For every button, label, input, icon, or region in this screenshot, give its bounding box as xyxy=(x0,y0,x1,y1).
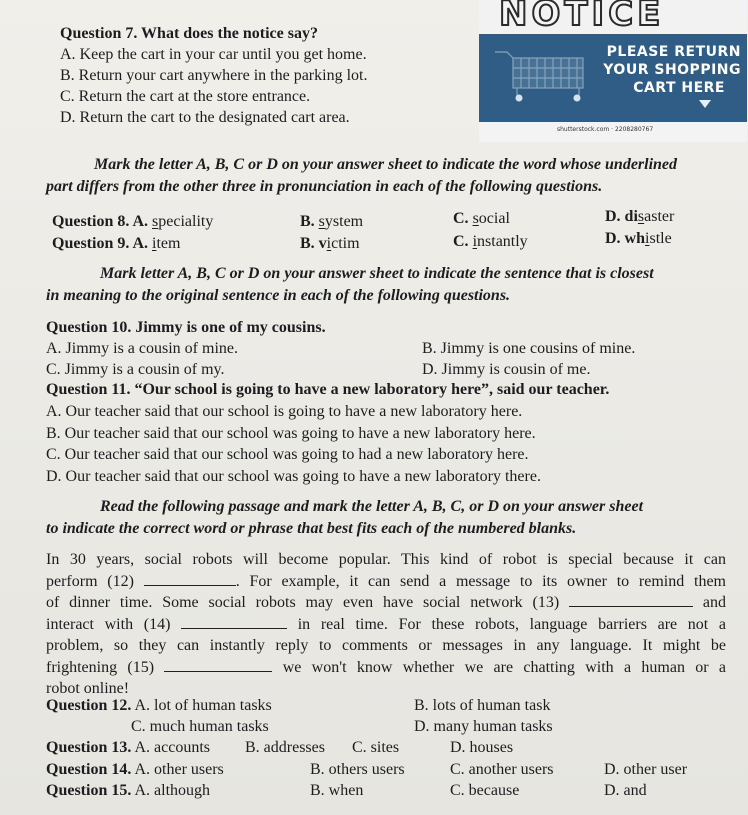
instruction-closest-meaning-line2: in meaning to the original sentence in each of the following questions. xyxy=(46,287,511,304)
q14-option-b: B. others users xyxy=(310,761,405,778)
q9-a-underlined: i xyxy=(152,235,157,252)
passage-line-5: problem, so they can instantly reply to comments or messages in any language. It might be xyxy=(46,637,726,654)
q7-option-c: C. Return the cart at the store entrance. xyxy=(60,88,311,105)
passage-line-2-start: perform (12) xyxy=(46,572,144,590)
q9-option-c xyxy=(453,233,528,251)
q10-option-a: A. Jimmy is a cousin of mine. xyxy=(46,340,238,357)
q15-option-a xyxy=(46,782,210,800)
instruction-passage-line2: to indicate the correct word or phrase that best fits each of the numbered blanks. xyxy=(46,520,577,537)
q15-option-a-text: A. although xyxy=(131,782,211,799)
q9-option-b xyxy=(300,235,360,253)
instruction-pronunciation-line2: part differs from the other three in pronunciation in each of the following questions. xyxy=(46,178,603,195)
q9-b-underlined: i xyxy=(326,235,332,252)
q9-d-underlined: i xyxy=(645,230,650,247)
passage-line-7: robot online! xyxy=(46,680,130,697)
q9-c-underlined: i xyxy=(472,233,478,250)
q11-option-a: A. Our teacher said that our school is going to have a new laboratory here. xyxy=(46,403,523,420)
notice-title: NOTICE xyxy=(499,0,665,34)
q8-c-underlined: s xyxy=(472,210,479,227)
q13-option-d: D. houses xyxy=(450,739,514,756)
passage-line-4-end: in real time. For these robots, language barriers are not a xyxy=(287,615,726,633)
q8-option-a xyxy=(52,213,213,231)
q9-label: Question 9. A. xyxy=(52,235,153,252)
passage-line-1: In 30 years, social robots will become popular. This kind of robot is special because it can xyxy=(46,551,726,568)
q13-option-c: C. sites xyxy=(352,739,400,756)
notice-line-3: CART HERE xyxy=(633,80,725,96)
q14-option-a xyxy=(46,761,224,779)
q7-option-a: A. Keep the cart in your car until you get home. xyxy=(60,46,367,63)
q13-option-a-text: A. accounts xyxy=(131,739,210,756)
q15-option-d: D. and xyxy=(604,782,647,799)
q8-d-underlined: s xyxy=(637,208,645,225)
instruction-pronunciation-line1: Mark the letter A, B, C or D on your answer sheet to indicate the word whose underlined xyxy=(94,156,678,173)
q9-c-letter: C. xyxy=(453,233,473,250)
q8-a-rest: peciality xyxy=(158,213,214,230)
q8-d-letter: D. di xyxy=(605,208,638,225)
instruction-closest-meaning-line1: Mark letter A, B, C or D on your answer sheet to indicate the sentence that is closest xyxy=(100,265,654,282)
q9-option-a xyxy=(52,235,180,253)
arrow-down-icon xyxy=(699,100,711,108)
q8-option-c xyxy=(453,210,510,228)
passage-line-2-end: . For example, it can send a message to its owner to remind them xyxy=(235,572,727,590)
q10-option-c: C. Jimmy is a cousin of my. xyxy=(46,361,225,378)
q13-option-a-label: Question 13. xyxy=(46,739,132,756)
q8-c-rest: ocial xyxy=(478,210,510,227)
passage-line-6-start: frightening (15) xyxy=(46,658,165,676)
q8-b-letter: B. xyxy=(300,213,319,230)
q8-option-d xyxy=(605,208,674,226)
q7-stem: Question 7. What does the notice say? xyxy=(60,25,318,42)
q11-option-d: D. Our teacher said that our school was going to have a new laboratory there. xyxy=(46,468,541,485)
notice-sign-image xyxy=(479,0,747,142)
q9-b-rest: ctim xyxy=(331,235,360,252)
q14-option-a-text: A. other users xyxy=(131,761,224,778)
q11-option-b: B. Our teacher said that our school was going to have a new laboratory here. xyxy=(46,425,536,442)
q14-option-c: C. another users xyxy=(450,761,554,778)
q13-option-a xyxy=(46,739,210,757)
q12-option-a xyxy=(46,697,272,715)
notice-line-2: YOUR SHOPPING xyxy=(603,62,741,78)
passage-line-6 xyxy=(46,657,726,679)
q12-option-d: D. many human tasks xyxy=(414,718,553,735)
q15-option-b: B. when xyxy=(310,782,364,799)
passage-line-3-start: of dinner time. Some social robots may even have social network (13) xyxy=(46,594,570,611)
q15-option-c: C. because xyxy=(450,782,520,799)
blank-12 xyxy=(144,573,236,586)
shopping-cart-icon xyxy=(493,44,589,104)
blank-13 xyxy=(569,594,693,607)
q10-option-b: B. Jimmy is one cousins of mine. xyxy=(422,340,636,357)
q8-label: Question 8. A. xyxy=(52,213,153,230)
q9-d-letter: D. wh xyxy=(605,230,646,247)
blank-14 xyxy=(181,616,287,629)
passage-line-4 xyxy=(46,614,726,636)
q10-stem: Question 10. Jimmy is one of my cousins. xyxy=(46,319,326,336)
q9-c-rest: nstantly xyxy=(477,233,528,250)
q13-option-b: B. addresses xyxy=(245,739,325,756)
q8-option-b xyxy=(300,213,363,231)
passage-line-3 xyxy=(46,592,726,614)
q8-a-underlined: s xyxy=(152,213,159,230)
reading-passage xyxy=(46,549,726,700)
q9-b-letter: B. v xyxy=(300,235,327,252)
q9-d-rest: stle xyxy=(649,230,672,247)
q12-a-text xyxy=(46,697,272,714)
stock-credit: shutterstock.com · 2208280767 xyxy=(557,126,654,133)
notice-line-1: PLEASE RETURN xyxy=(606,44,741,60)
q8-b-rest: ystem xyxy=(324,213,364,230)
passage-line-6-end: we won't know whether we are chatting with a human or a xyxy=(272,658,726,676)
q8-d-rest: aster xyxy=(644,208,675,225)
blank-15 xyxy=(164,659,272,672)
q8-c-letter: C. xyxy=(453,210,473,227)
passage-line-2 xyxy=(46,571,726,593)
q10-option-d: D. Jimmy is cousin of me. xyxy=(422,361,591,378)
passage-line-4-start: interact with (14) xyxy=(46,615,182,633)
q12-option-b: B. lots of human task xyxy=(414,697,551,714)
q11-option-c: C. Our teacher said that our school was going to had a new laboratory here. xyxy=(46,446,529,463)
q9-a-rest: tem xyxy=(156,235,181,252)
q12-a-rest: A. lot of human tasks xyxy=(131,697,272,714)
q12-label: Question 12. xyxy=(46,697,132,714)
q11-stem: Question 11. “Our school is going to have a new laboratory here”, said our teacher. xyxy=(46,381,610,398)
q15-option-a-label: Question 15. xyxy=(46,782,132,799)
instruction-passage-line1: Read the following passage and mark the letter A, B, C, or D on your answer sheet xyxy=(100,498,644,515)
q14-option-d: D. other user xyxy=(604,761,688,778)
q9-option-d xyxy=(605,230,672,248)
passage-line-3-end: and xyxy=(693,594,727,611)
q12-option-c: C. much human tasks xyxy=(131,718,269,735)
q8-b-underlined: s xyxy=(318,213,325,230)
q7-option-b: B. Return your cart anywhere in the parking lot. xyxy=(60,67,368,84)
q14-option-a-label: Question 14. xyxy=(46,761,132,778)
q7-option-d: D. Return the cart to the designated cart area. xyxy=(60,109,350,126)
